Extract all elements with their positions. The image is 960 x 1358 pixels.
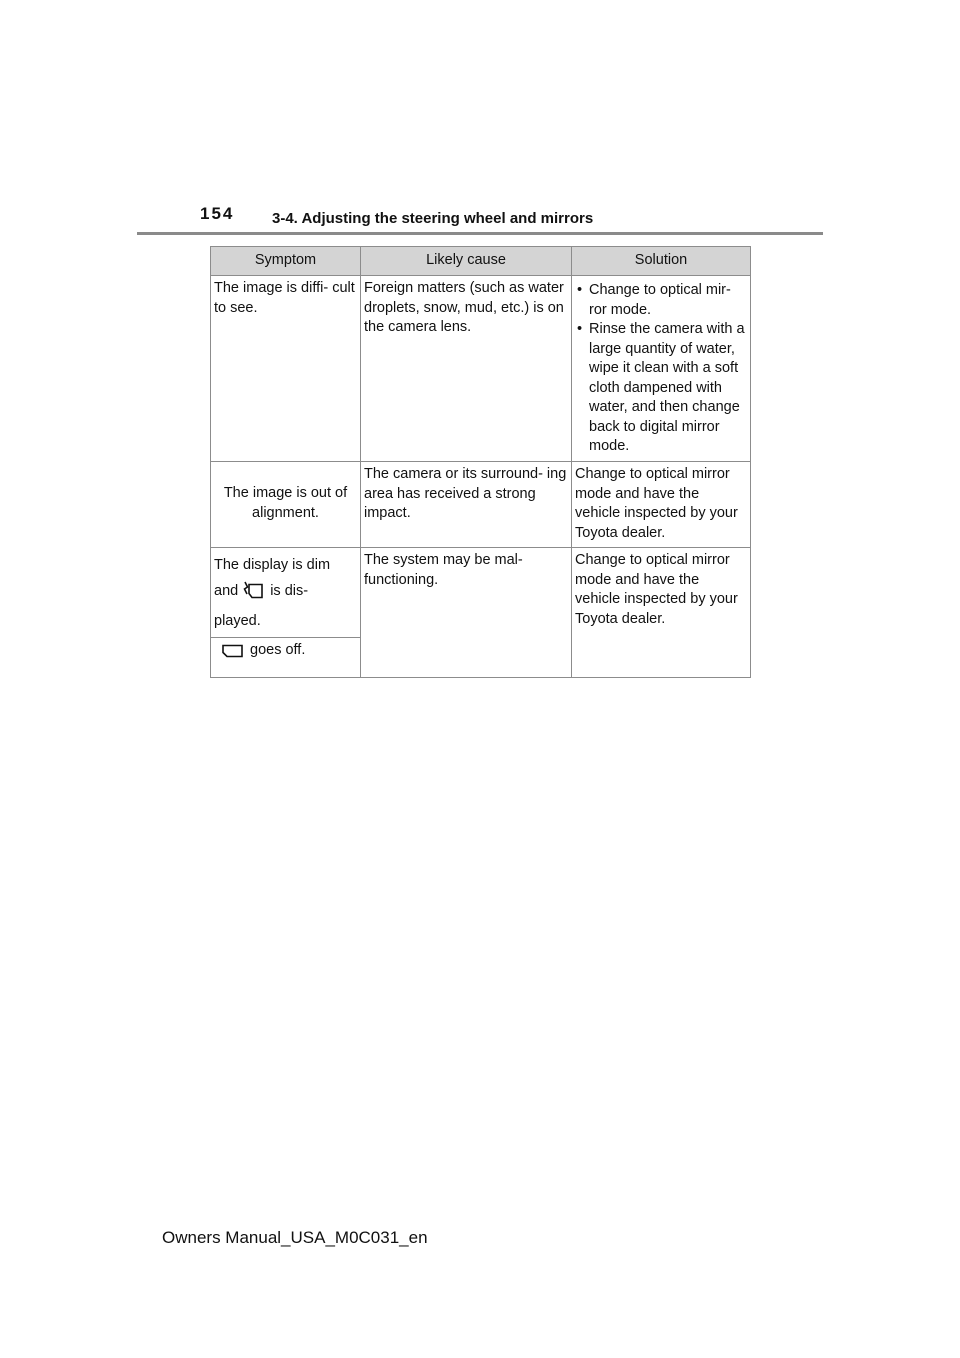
symptom-cell — [211, 462, 361, 548]
column-header-likely-cause: Likely cause — [361, 247, 572, 276]
symptom-text: The image is diffi- cult to see. — [214, 280, 355, 316]
column-header-solution: Solution — [572, 247, 751, 276]
list-item: • Change to optical mir- ror mode. — [575, 281, 747, 320]
table-row — [211, 462, 751, 548]
solution-list — [575, 281, 747, 457]
symptom-line — [214, 578, 357, 608]
symptom-text: The image is out of alignment. — [223, 485, 348, 521]
solution-cell — [572, 548, 751, 678]
cause-cell — [361, 548, 572, 678]
solution-text: Change to optical mirror mode and have the vehicle inspected by your Toyota dealer. — [575, 552, 738, 627]
solution-cell — [572, 276, 751, 462]
cause-cell — [361, 276, 572, 462]
troubleshooting-table — [210, 246, 751, 678]
symptom-cell — [211, 638, 361, 678]
section-title: 3-4. Adjusting the steering wheel and mirrors — [272, 210, 594, 227]
camera-alert-icon — [242, 581, 264, 608]
table-row — [211, 276, 751, 462]
column-header-symptom: Symptom — [211, 247, 361, 276]
cause-text: Foreign matters (such as water droplets, snow, mud, etc.) is on the camera lens. — [364, 280, 564, 335]
symptom-cell — [211, 276, 361, 462]
solution-cell — [572, 462, 751, 548]
symptom-cell — [211, 548, 361, 638]
cause-text: The system may be mal- functioning. — [364, 552, 523, 588]
list-item: • Rinse the camera with a large quantity of water, wipe it clean with a soft cloth dampened with water, and then change back to digital mirror mode. — [575, 320, 747, 457]
symptom-text: and — [214, 583, 239, 599]
table-header-row — [211, 247, 751, 276]
table-row — [211, 548, 751, 638]
header-divider — [137, 232, 823, 235]
cause-text: The camera or its surround- ing area has received a strong impact. — [364, 466, 567, 521]
symptom-line: The display is dim — [214, 557, 331, 573]
page-number: 154 — [200, 204, 235, 223]
symptom-line: played. — [214, 613, 261, 629]
cause-cell — [361, 462, 572, 548]
symptom-text: goes off. — [250, 642, 306, 658]
footer-text: Owners Manual_USA_M0C031_en — [162, 1228, 428, 1247]
solution-text: Change to optical mirror mode and have the vehicle inspected by your Toyota dealer. — [575, 466, 738, 541]
symptom-text: is dis- — [270, 583, 309, 599]
camera-icon — [218, 644, 244, 665]
